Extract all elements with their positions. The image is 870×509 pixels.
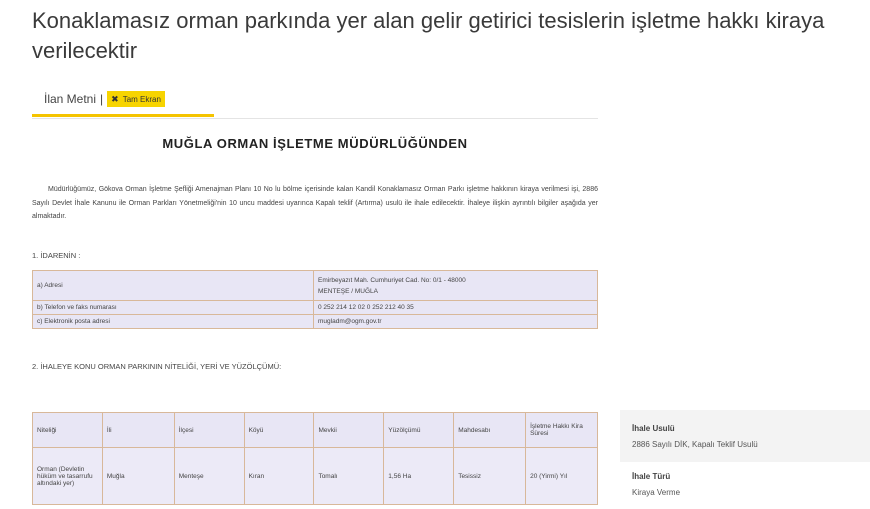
table-row: [33, 448, 598, 505]
tab-ilan-metni-label: İlan Metni: [44, 92, 97, 106]
section1-title: 1. İDARENİN :: [32, 251, 81, 260]
address-line-2: MENTEŞE / MUĞLA: [318, 287, 378, 295]
expand-icon: ✖: [111, 93, 119, 104]
table-cell: c) Elektronik posta adresi: [33, 315, 314, 329]
table-cell: 0 252 214 12 02 0 252 212 40 35: [314, 301, 598, 315]
fullscreen-button[interactable]: [107, 91, 165, 107]
fullscreen-label: Tam Ekran: [122, 94, 161, 104]
table-cell: 1,56 Ha: [384, 448, 454, 505]
table-cell: [314, 271, 598, 301]
table-header-cell: Mahdesabı: [454, 413, 526, 448]
table-header-cell: İlçesi: [174, 413, 244, 448]
park-table: [32, 412, 598, 505]
table-cell: Muğla: [102, 448, 174, 505]
ihale-usulu-box: [620, 410, 870, 462]
table-header-row: [33, 413, 598, 448]
table-cell: b) Telefon ve faks numarası: [33, 301, 314, 315]
table-cell: Menteşe: [174, 448, 244, 505]
document-heading: MUĞLA ORMAN İŞLETME MÜDÜRLÜĞÜNDEN: [162, 136, 468, 151]
ihale-turu-box: [620, 462, 870, 509]
table-header-cell: Mevkii: [314, 413, 384, 448]
table-cell: Tesissiz: [454, 448, 526, 505]
table-cell: Orman (Devletin hüküm ve tasarrufu altındaki yer): [33, 448, 103, 505]
table-cell: Kıran: [244, 448, 314, 505]
section2-title: 2. İHALEYE KONU ORMAN PARKININ NİTELİĞİ, YERİ VE YÜZÖLÇÜMÜ:: [32, 362, 282, 371]
tab-separator: |: [100, 92, 104, 106]
table-row: [33, 301, 598, 315]
ihale-usulu-value: 2886 Sayılı DİK, Kapalı Teklif Usulü: [632, 440, 758, 449]
table-row: [33, 315, 598, 329]
tab-ilan-metni[interactable]: [32, 84, 214, 117]
admin-info-table: [32, 270, 598, 329]
ihale-turu-value: Kiraya Verme: [632, 488, 681, 497]
table-header-cell: İşletme Hakkı Kira Süresi: [526, 413, 598, 448]
table-cell: mugladm@ogm.gov.tr: [314, 315, 598, 329]
table-header-cell: Köyü: [244, 413, 314, 448]
table-row: [33, 271, 598, 301]
table-cell: Tomalı: [314, 448, 384, 505]
table-header-cell: İli: [102, 413, 174, 448]
ihale-usulu-title: İhale Usulü: [632, 424, 675, 433]
document-paragraph: Müdürlüğümüz, Gökova Orman İşletme Şefliği Amenajman Planı 10 No lu bölme içerisinde kalan Kandil Konaklamasız Orman Parkı işletme hakkının kiraya verilmesi işi, 2886 Sayılı Devlet İhale Kanunu ile Orman Parkları Yönetmeliği'nin 10 uncu maddesi uyarınca Kapalı teklif (Artırma) usulü ile ihale edilecektir. İhaleye ilişkin ayrıntılı bilgiler aşağıda yer almaktadır.: [32, 186, 598, 220]
tender-info-sidebar: [620, 410, 870, 509]
address-line-1: Emirbeyazıt Mah. Cumhuriyet Cad. No: 0/1 - 48000: [318, 276, 466, 284]
table-header-cell: Yüzölçümü: [384, 413, 454, 448]
page-title: Konaklamasız orman parkında yer alan gelir getirici tesislerin işletme hakkı kiraya verilecektir: [32, 8, 825, 63]
tab-bar: [32, 84, 598, 119]
table-cell: 20 (Yirmi) Yıl: [526, 448, 598, 505]
ihale-turu-title: İhale Türü: [632, 472, 671, 481]
table-header-cell: Niteliği: [33, 413, 103, 448]
table-cell: a) Adresi: [33, 271, 314, 301]
